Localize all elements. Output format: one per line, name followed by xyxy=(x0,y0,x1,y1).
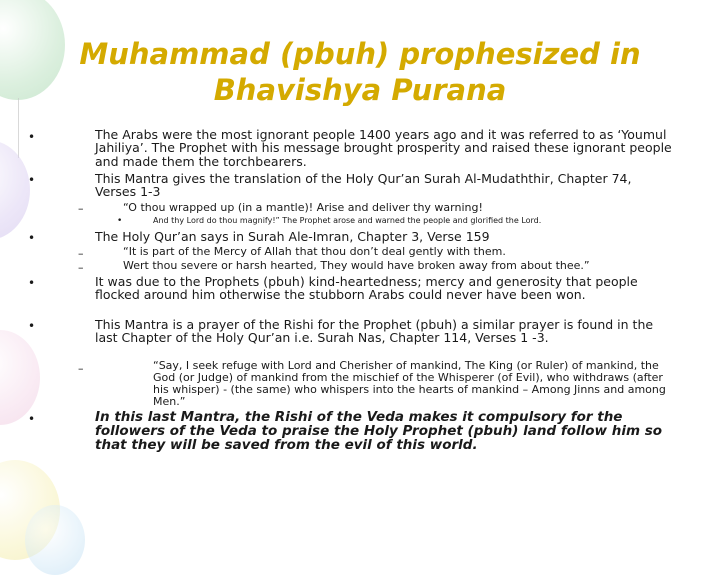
title-line-1: Muhammad (pbuh) prophesized in xyxy=(79,37,641,71)
dash-icon: – xyxy=(78,362,84,375)
bullet-icon: • xyxy=(28,412,36,426)
slide-title xyxy=(0,36,720,108)
bullet-icon: • xyxy=(28,276,36,290)
bullet-icon: • xyxy=(28,130,36,144)
balloon-decoration xyxy=(0,140,30,240)
list-item: This Mantra is a prayer of the Rishi for the Prophet (pbuh) a similar prayer is found in the last Chapter of the Holy Qur’an i.e. Surah Nas, Chapter 114, Verses 1 -3. xyxy=(95,317,654,346)
title-line-2: Bhavishya Purana xyxy=(213,73,507,107)
dash-icon: – xyxy=(78,202,84,215)
dash-icon: – xyxy=(78,261,84,274)
sub-sub-list-item: And thy Lord do thou magnify!” The Prophet arose and warned the people and glorified the Lord. xyxy=(153,216,542,225)
list-item: This Mantra gives the translation of the Holy Qur’an Surah Al-Mudaththir, Chapter 74, Verses 1-3 xyxy=(95,171,632,200)
sub-list-item: Wert thou severe or harsh hearted, They would have broken away from about thee.” xyxy=(123,259,590,272)
list-item: The Arabs were the most ignorant people 1400 years ago and it was referred to as ‘Youmul Jahiliya’. The Prophet with his message brought prosperity and raised these ignorant people and made them the torchbearers. xyxy=(95,127,672,169)
balloon-decoration xyxy=(0,330,40,425)
bullet-icon: • xyxy=(28,231,36,245)
list-item: It was due to the Prophets (pbuh) kind-heartedness; mercy and generosity that people flocked around him otherwise the stubborn Arabs could never have been won. xyxy=(95,274,638,303)
dash-icon: – xyxy=(78,247,84,260)
bullet-icon: • xyxy=(28,319,36,333)
bullet-icon: • xyxy=(28,173,36,187)
bullet-icon: • xyxy=(117,216,123,226)
list-item: The Holy Qur’an says in Surah Ale-Imran, Chapter 3, Verse 159 xyxy=(95,229,490,244)
balloon-decoration xyxy=(25,505,85,575)
sub-list-item: “It is part of the Mercy of Allah that thou don’t deal gently with them. xyxy=(123,245,506,258)
sub-list-item: “Say, I seek refuge with Lord and Cherisher of mankind, The King (or Ruler) of mankind, the God (or Judge) of mankind from the mischief of the Whisperer (of Evil), who withdraws (after his whisper) - (the same) who whispers into the hearts of mankind – Among Jinns and among Men.” xyxy=(153,359,666,408)
sub-list-item: “O thou wrapped up (in a mantle)! Arise and deliver thy warning! xyxy=(123,201,483,214)
list-item: In this last Mantra, the Rishi of the Veda makes it compulsory for the followers of the Veda to praise the Holy Prophet (pbuh) land follow him so that they will be saved from the evil of this world. xyxy=(95,409,663,453)
